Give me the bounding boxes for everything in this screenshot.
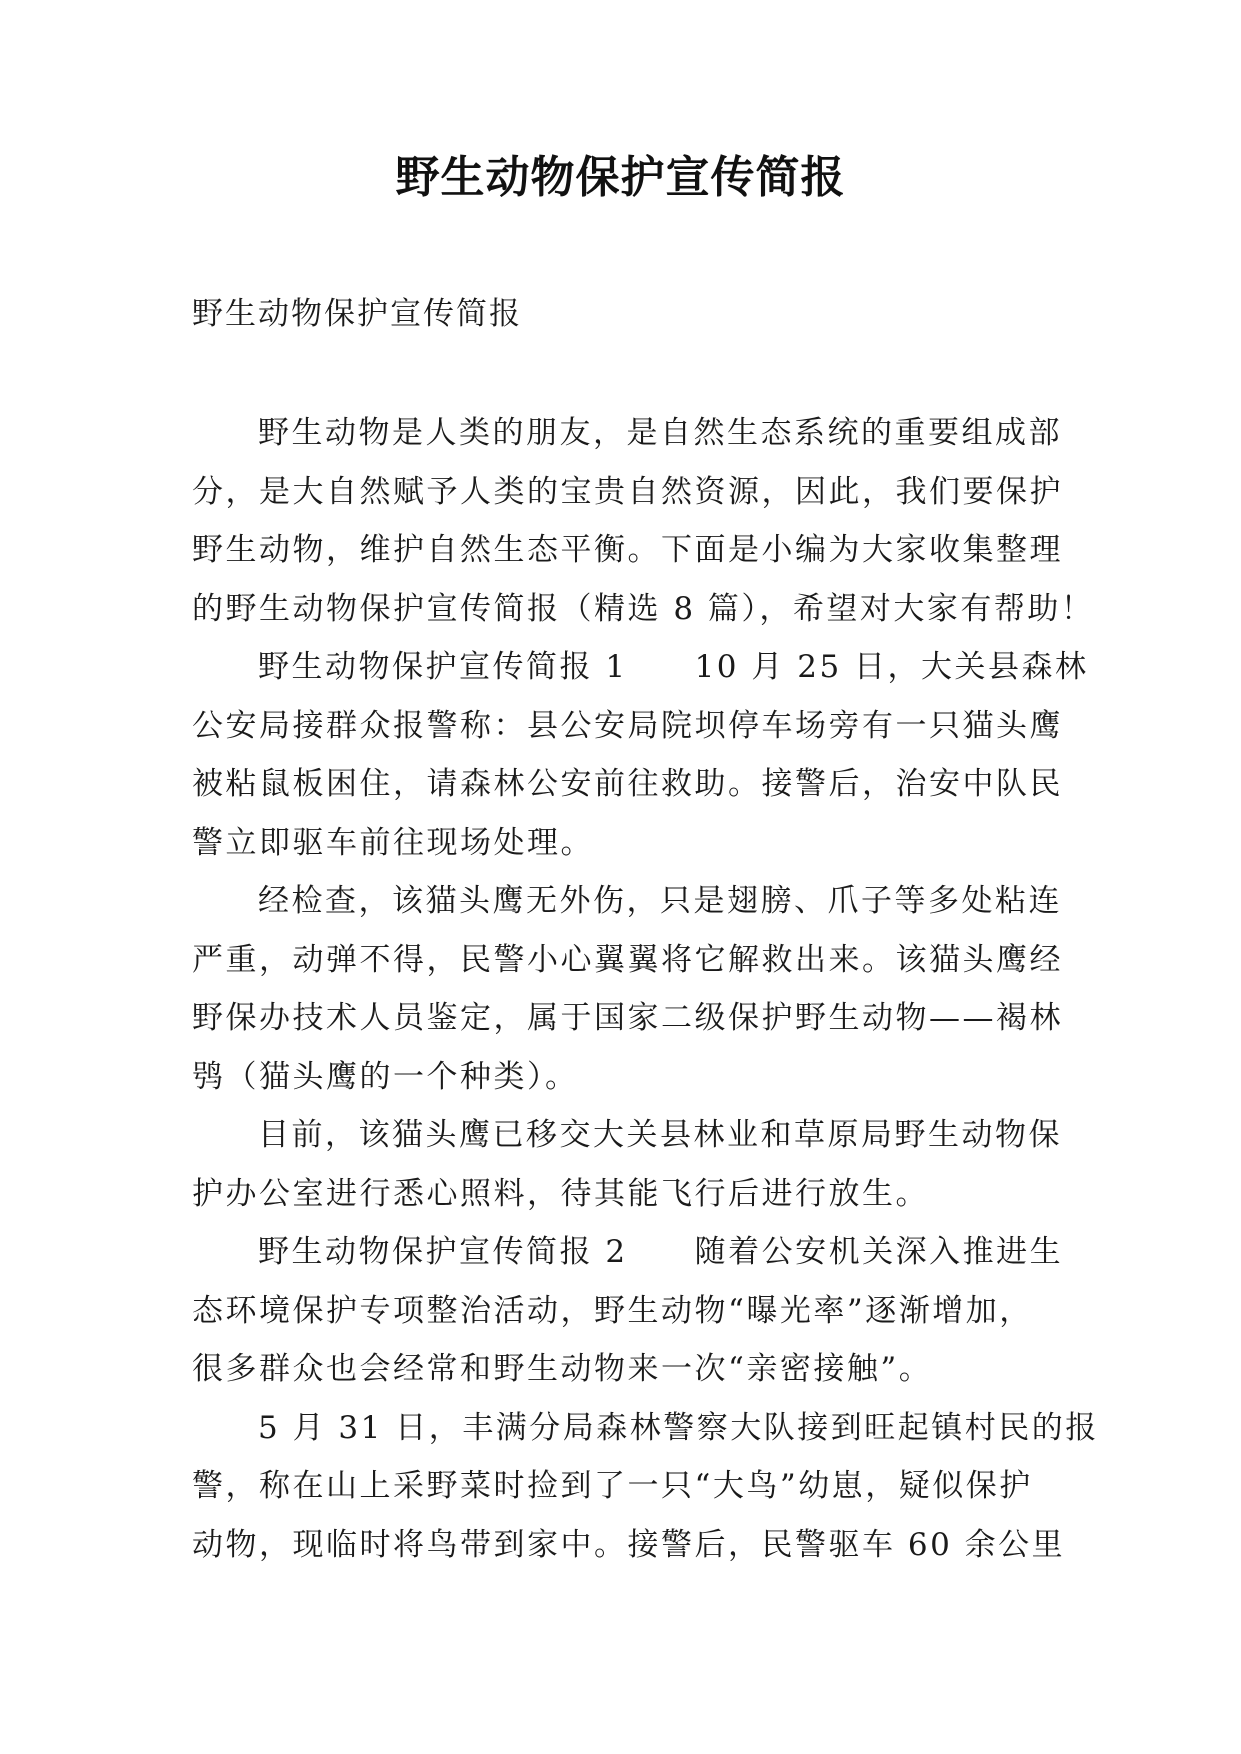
text-line: 动物，现临时将鸟带到家中。接警后，民警驱车 60 余公里 (192, 1526, 1066, 1563)
text-line: 野保办技术人员鉴定，属于国家二级保护野生动物——褐林 (192, 1000, 1063, 1036)
text-line: 严重，动弹不得，民警小心翼翼将它解救出来。该猫头鹰经 (192, 941, 1063, 978)
text-line: 鸮（猫头鹰的一个种类）。 (192, 1058, 579, 1095)
text-line: 态环境保护专项整治活动，野生动物“曝光率”逐渐增加， (192, 1292, 1033, 1329)
text-line: 公安局接群众报警称：县公安局院坝停车场旁有一只猫头鹰 (192, 707, 1063, 744)
text-line: 野生动物保护宣传简报 2 随着公安机关深入推进生 (258, 1234, 1064, 1270)
document-subtitle: 野生动物保护宣传简报 (192, 296, 522, 332)
text-line: 警立即驱车前往现场处理。 (192, 824, 594, 861)
text-line: 野生动物保护宣传简报 1 10 月 25 日，大关县森林 (258, 649, 1089, 685)
text-line: 野生动物是人类的朋友，是自然生态系统的重要组成部 (258, 415, 1062, 451)
text-line: 目前，该猫头鹰已移交大关县林业和草原局野生动物保 (258, 1117, 1062, 1153)
text-line: 被粘鼠板困住，请森林公安前往救助。接警后，治安中队民 (192, 766, 1063, 802)
document-body (192, 404, 1099, 1574)
text-line: 的野生动物保护宣传简报（精选 8 篇），希望对大家有帮助！ (192, 590, 1095, 627)
text-line: 5 月 31 日，丰满分局森林警察大队接到旺起镇村民的报 (258, 1409, 1099, 1446)
text-line: 野生动物，维护自然生态平衡。下面是小编为大家收集整理 (192, 532, 1063, 568)
document-title: 野生动物保护宣传简报 (395, 152, 846, 203)
text-line: 分，是大自然赋予人类的宝贵自然资源，因此，我们要保护 (192, 473, 1063, 510)
text-line: 警，称在山上采野菜时捡到了一只“大鸟”幼崽，疑似保护 (192, 1468, 1033, 1504)
text-line: 经检查，该猫头鹰无外伤，只是翅膀、爪子等多处粘连 (258, 883, 1062, 919)
text-line: 很多群众也会经常和野生动物来一次“亲密接触”。 (192, 1351, 933, 1387)
text-line: 护办公室进行悉心照料，待其能飞行后进行放生。 (192, 1175, 929, 1212)
